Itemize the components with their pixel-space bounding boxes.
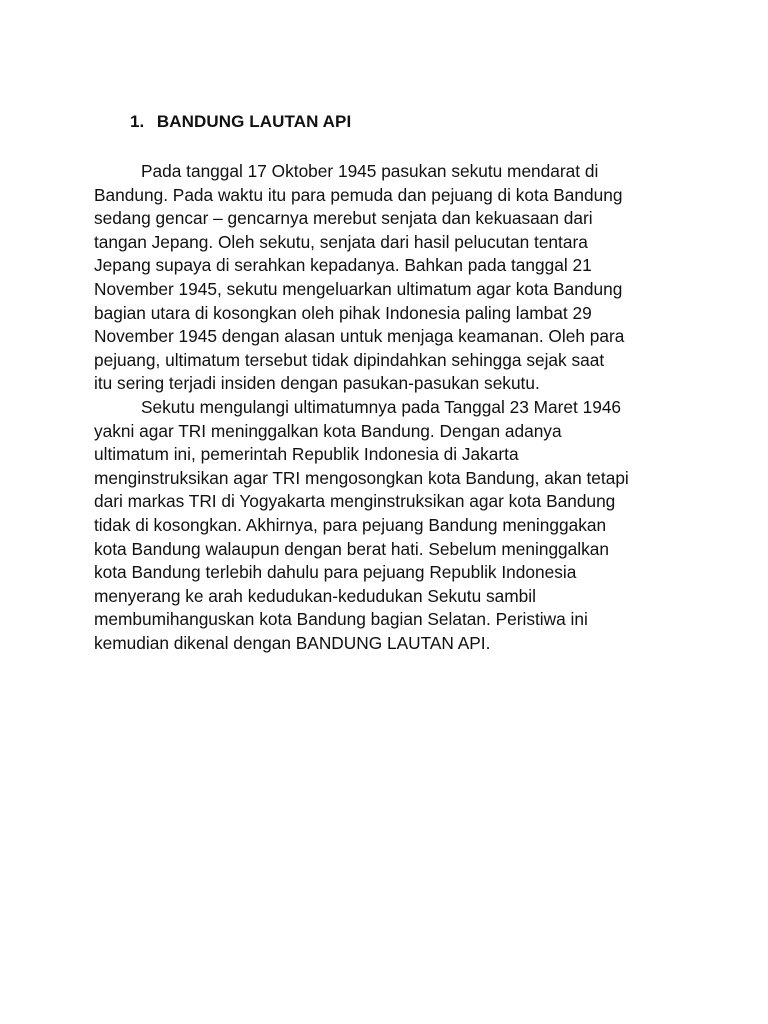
text-line: ultimatum ini, pemerintah Republik Indonesia di Jakarta <box>94 444 519 465</box>
text-line: dari markas TRI di Yogyakarta menginstruksikan agar kota Bandung <box>94 491 616 512</box>
text-line: November 1945, sekutu mengeluarkan ultimatum agar kota Bandung <box>94 279 623 299</box>
heading-title: BANDUNG LAUTAN API <box>156 112 352 131</box>
text-line: kota Bandung walaupun dengan berat hati. Sebelum meninggalkan <box>94 538 609 559</box>
heading-number: 1. <box>130 112 145 131</box>
text-line: kota Bandung terlebih dahulu para pejuang Republik Indonesia <box>94 562 577 583</box>
text-line: Sekutu mengulangi ultimatumnya pada Tanggal 23 Maret 1946 <box>141 397 622 417</box>
text-line: Pada tanggal 17 Oktober 1945 pasukan sekutu mendarat di <box>141 161 599 181</box>
text-line: menginstruksikan agar TRI mengosongkan kota Bandung, akan tetapi <box>94 467 629 488</box>
text-line: Jepang supaya di serahkan kepadanya. Bahkan pada tanggal 21 <box>94 255 592 276</box>
text-line: kemudian dikenal dengan BANDUNG LAUTAN API. <box>94 633 491 653</box>
text-line: Bandung. Pada waktu itu para pemuda dan pejuang di kota Bandung <box>94 184 623 205</box>
text-line: pejuang, ultimatum tersebut tidak dipindahkan sehingga sejak saat <box>94 349 605 370</box>
text-line: menyerang ke arah kedudukan-kedudukan Sekutu sambil <box>94 585 536 606</box>
text-line: tidak di kosongkan. Akhirnya, para pejuang Bandung meninggakan <box>94 515 607 535</box>
text-line: tangan Jepang. Oleh sekutu, senjata dari hasil pelucutan tentara <box>94 231 588 252</box>
text-line: sedang gencar – gencarnya merebut senjata dan kekuasaan dari <box>94 208 593 229</box>
text-line: bagian utara di kosongkan oleh pihak Indonesia paling lambat 29 <box>94 302 592 323</box>
text-line: November 1945 dengan alasan untuk menjaga keamanan. Oleh para <box>94 326 625 347</box>
text-line: membumihanguskan kota Bandung bagian Selatan. Peristiwa ini <box>94 609 588 630</box>
text-line: itu sering terjadi insiden dengan pasukan-pasukan sekutu. <box>94 373 540 394</box>
text-line: yakni agar TRI meninggalkan kota Bandung. Dengan adanya <box>94 420 562 441</box>
section-heading <box>130 112 351 132</box>
